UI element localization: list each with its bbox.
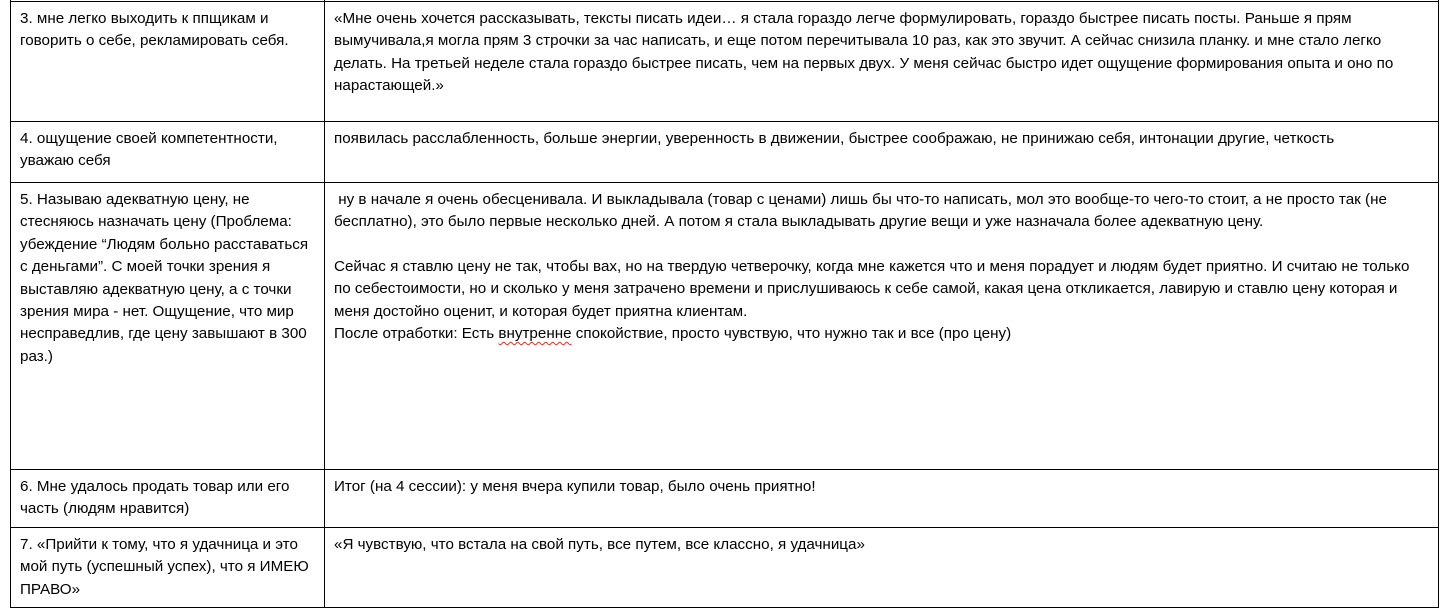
table-cell-right[interactable]: появилась расслабленность, больше энергии, уверенность в движении, быстрее соображаю, не принижаю себя, интонации другие, четкость xyxy=(325,122,1439,183)
table-cell-left[interactable]: 7. «Прийти к тому, что я удачница и это мой путь (успешный успех), что я ИМЕЮ ПРАВО» xyxy=(11,528,325,608)
paragraph-text: спокойствие, просто чувствую, что нужно так и все (про цену) xyxy=(571,325,1012,343)
paragraph-gap xyxy=(334,234,1429,256)
table-row xyxy=(11,122,1439,183)
table-row xyxy=(11,470,1439,528)
table-row xyxy=(11,2,1439,122)
table-cell-right[interactable] xyxy=(325,183,1439,470)
table-cell-left[interactable]: 3. мне легко выходить к ппщикам и говорить о себе, рекламировать себя. xyxy=(11,2,325,122)
paragraph-text: После отработки: Есть xyxy=(334,325,499,343)
table-row xyxy=(11,183,1439,470)
paragraph: Сейчас я ставлю цену не так, чтобы вах, но на твердую четверочку, когда мне кажется что и меня порадует и людям будет приятно. И считаю не только по себестоимости, но и сколько у меня затрачено времени и прислушиваюсь к себе самой, какая цена откликается, лавирую и ставлю цену которая и меня достойно оценит, и которая будет приятна клиентам. xyxy=(334,257,1410,320)
table-row xyxy=(11,528,1439,608)
table-cell-right[interactable]: «Мне очень хочется рассказывать, тексты писать идеи… я стала гораздо легче формулировать, гораздо быстрее писать посты. Раньше я прям вымучивала,я могла прям 3 строчки за час написать, и еще потом перечитывала 10 раз, как это звучит. А сейчас снизила планку. и мне стало легко делать. На третьей неделе стала гораздо быстрее писать, чем на первых двух. У меня сейчас быстро идет ощущение формирования опыта и оно по нарастающей.» xyxy=(325,2,1439,122)
spellcheck-flagged-word[interactable]: внутренне xyxy=(498,325,572,343)
document-table xyxy=(10,0,1439,608)
paragraph xyxy=(334,323,1429,345)
paragraph: ну в начале я очень обесценивала. И выкладывала (товар с ценами) лишь бы что-то написать, мол это вообще-то чего-то стоит, а не просто так (не бесплатно), это было первые несколько дней. А потом я стала выкладывать другие вещи и уже назначала более адекватную цену. xyxy=(334,191,1392,231)
table-cell-right[interactable]: Итог (на 4 сессии): у меня вчера купили товар, было очень приятно! xyxy=(325,470,1439,528)
table-cell-left[interactable]: 5. Называю адекватную цену, не стесняюсь назначать цену (Проблема: убеждение “Людям больно расставаться с деньгами”. С моей точки зрения я выставляю адекватную цену, а с точки зрения мира - нет. Ощущение, что мир несправедлив, где цену завышают в 300 раз.) xyxy=(11,183,325,470)
table-cell-right[interactable]: «Я чувствую, что встала на свой путь, все путем, все классно, я удачница» xyxy=(325,528,1439,608)
table-cell-left[interactable]: 6. Мне удалось продать товар или его часть (людям нравится) xyxy=(11,470,325,528)
table-cell-left[interactable]: 4. ощущение своей компетентности, уважаю себя xyxy=(11,122,325,183)
